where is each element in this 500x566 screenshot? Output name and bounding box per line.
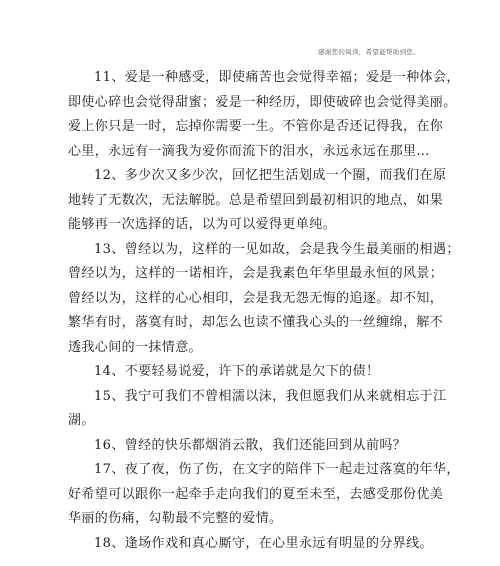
text-line: 12、多少次又多少次，回忆把生活划成一个圈，而我们在原 xyxy=(94,168,447,183)
text-line: 13、曾经以为，这样的一见如故，会是我今生最美丽的相遇； xyxy=(94,241,460,257)
text-line: 曾经以为，这样的心心相印，会是我无怨无悔的追逐。却不知， xyxy=(68,290,444,306)
text-line: 华丽的伤痛，勾勒最不完整的爱情。 xyxy=(68,511,283,526)
text-line: 好希望可以跟你一起牵手走向我们的夏至未至，去感受那份优美 xyxy=(68,486,444,502)
header-note: 感谢您的阅读，希望能帮助到您。 xyxy=(318,48,420,56)
text-line: 湖。 xyxy=(68,413,95,428)
text-line: 爱上你只是一时，忘掉你需要一生。不管你是否还记得我，在你 xyxy=(68,119,444,134)
text-line: 透我心间的一抹情意。 xyxy=(68,339,203,355)
text-line: 曾经以为，这样的一诺相许，会是我素色年华里最永恒的风景； xyxy=(68,266,444,281)
text-line: 地转了无数次，无法解脱。总是希望回到最初相识的地点，如果 xyxy=(68,192,444,208)
document-body xyxy=(68,66,460,556)
text-line: 能够再一次选择的话，以为可以爱得更单纯。 xyxy=(68,217,337,232)
text-line: 繁华有时，落寞有时，却怎么也读不懂我心头的一丝缠绵，解不 xyxy=(68,315,444,330)
text-line: 15、我宁可我们不曾相濡以沫，我但愿我们从来就相忘于江 xyxy=(94,388,447,404)
text-line: 17、夜了夜，伤了伤，在文字的陪伴下一起走过落寞的年华， xyxy=(94,462,460,477)
text-line: 16、曾经的快乐都烟消云散，我们还能回到从前吗？ xyxy=(94,437,407,453)
text-line: 18、逢场作戏和真心厮守，在心里永远有明显的分界线。 xyxy=(94,535,433,551)
text-line: 即使心碎也会觉得甜蜜；爱是一种经历，即使破碎也会觉得美丽。 xyxy=(68,94,457,110)
text-line: 11、爱是一种感受，即使痛苦也会觉得幸福；爱是一种体会， xyxy=(94,70,460,85)
text-line: 14、不要轻易说爱，许下的承诺就是欠下的债！ xyxy=(94,364,380,379)
text-line: 心里，永远有一滴我为爱你而流下的泪水，永远永远在那里… xyxy=(68,143,430,159)
